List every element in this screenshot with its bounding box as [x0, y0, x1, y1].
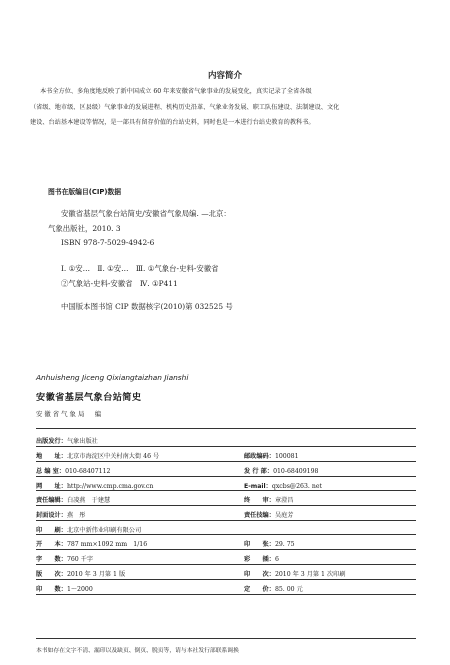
footnote-divider: [36, 638, 416, 639]
summary-line: 本书全方位、多角度地反映了新中国成立 60 年来安徽省气象事业的发展变化，真实记录了全省各级: [40, 88, 312, 95]
colophon-row: [36, 510, 86, 519]
row-value: 章澄昌: [274, 497, 294, 504]
summary-title: 内容简介: [207, 71, 242, 81]
cip-number: 中国版本图书馆 CIP 数据核字(2010)第 032525 号: [61, 302, 233, 311]
divider: [36, 490, 416, 491]
book-editor: 安徽省气象局 编: [36, 410, 104, 418]
divider-top: [36, 428, 416, 429]
row-value: 吴庭芳: [274, 512, 294, 519]
row-label: 总 编 室：: [36, 468, 66, 475]
book-pinyin-title: Anhuisheng Jiceng Qixiangtaizhan Jianshi: [36, 373, 189, 382]
row-label: 字 数：: [36, 556, 67, 563]
row-label: 印 数：: [36, 586, 67, 593]
row-label: 封面设计：: [36, 512, 67, 519]
divider: [36, 505, 416, 506]
divider: [36, 534, 416, 535]
colophon-row: [36, 495, 110, 504]
divider-bottom: [36, 594, 416, 595]
summary-text: [30, 84, 424, 131]
colophon-row: [36, 584, 93, 593]
colophon-row: [36, 466, 110, 475]
row-label: 彩 插：: [244, 556, 275, 563]
publisher-value: 气象出版社: [66, 438, 98, 445]
row-label: 责任技编：: [244, 512, 275, 519]
row-value: 85. 00 元: [274, 586, 303, 593]
colophon-row: [36, 451, 159, 460]
row-value: 1～2000: [66, 586, 93, 593]
row-value: 北京市海淀区中关村南大街 46 号: [66, 453, 160, 460]
colophon-row: [244, 539, 295, 548]
colophon-row: [244, 466, 318, 475]
row-value: 6: [274, 556, 279, 563]
row-label: 印 刷：: [36, 527, 67, 534]
colophon-row: [244, 510, 294, 519]
row-value: 北京中新伟业印刷有限公司: [66, 527, 142, 534]
cip-line: ISBN 978-7-5029-4942-6: [61, 238, 155, 247]
summary-line: 建设、台站基本建设等情况，是一部具有留存价值的台站史料，同时也是一本进行台站史教育的教科书。: [30, 119, 315, 126]
divider: [36, 549, 416, 550]
colophon-row: [244, 584, 303, 593]
row-value: 白凌燕 于建慧: [66, 497, 111, 504]
row-label: 印 张：: [244, 541, 275, 548]
divider: [36, 520, 416, 521]
divider: [36, 446, 416, 447]
divider: [36, 579, 416, 580]
cip-line: 安徽省基层气象台站简史/安徽省气象局编. —北京：: [61, 209, 231, 218]
colophon-row: [36, 539, 147, 548]
row-label: 定 价：: [244, 586, 275, 593]
colophon-row: [36, 554, 93, 563]
row-value: http://www.cmp.cma.gov.cn: [66, 483, 154, 490]
colophon-row: [244, 569, 346, 578]
row-label: 邮政编码：: [244, 453, 275, 460]
publisher-row: [36, 436, 98, 445]
colophon-row: [244, 451, 299, 460]
colophon-row: [36, 481, 153, 490]
row-value: qxcbs@263. net: [271, 483, 322, 490]
summary-line: （省级、地市级、区县级）气象事业的发展进程、机构历史沿革、气象业务发展、职工队伍建设、法制建设、文化: [30, 103, 340, 111]
cip-line: 气象出版社，2010. 3: [48, 224, 121, 233]
colophon-row: [244, 481, 322, 490]
row-label: 网 址：: [36, 483, 67, 490]
colophon-row: [36, 569, 125, 578]
footnote: 本书如存在文字不清、漏印以及缺页、倒页、脱页等，请与本社发行部联系调换: [36, 648, 239, 654]
row-label: 印 次：: [244, 571, 275, 578]
row-label: 地 址：: [36, 453, 67, 460]
colophon-row: [244, 495, 294, 504]
row-value: 010-68407112: [65, 468, 111, 475]
row-value: 燕 彤: [66, 512, 86, 519]
book-title: 安徽省基层气象台站简史: [36, 392, 142, 403]
colophon-row: [244, 554, 279, 563]
publisher-label: 出版发行：: [36, 438, 67, 445]
cip-heading: 图书在版编目(CIP)数据: [48, 188, 122, 196]
row-label: 终 审：: [244, 497, 275, 504]
divider: [36, 461, 416, 462]
cip-line: Ⅰ. ①安… Ⅱ. ①安… Ⅲ. ①气象台-史料-安徽省: [61, 264, 219, 273]
row-value: 2010 年 3 月第 1 次印刷: [274, 571, 346, 578]
row-label: 责任编辑：: [36, 497, 67, 504]
divider: [36, 564, 416, 565]
row-label: 开 本：: [36, 541, 67, 548]
row-value: 2010 年 3 月第 1 版: [66, 571, 126, 578]
divider: [36, 476, 416, 477]
cip-line: ②气象站-史料-安徽省 Ⅳ. ①P411: [61, 279, 178, 288]
row-label: 版 次：: [36, 571, 67, 578]
row-label: 发 行 部：: [244, 468, 274, 475]
row-value: 010-68409198: [273, 468, 319, 475]
colophon-row: [36, 525, 141, 534]
row-value: 760 千字: [66, 556, 94, 563]
row-value: 29. 75: [274, 541, 295, 548]
row-value: 100081: [274, 453, 299, 460]
row-label: E-mail：: [244, 483, 272, 490]
row-value: 787 mm×1092 mm 1/16: [66, 541, 148, 548]
